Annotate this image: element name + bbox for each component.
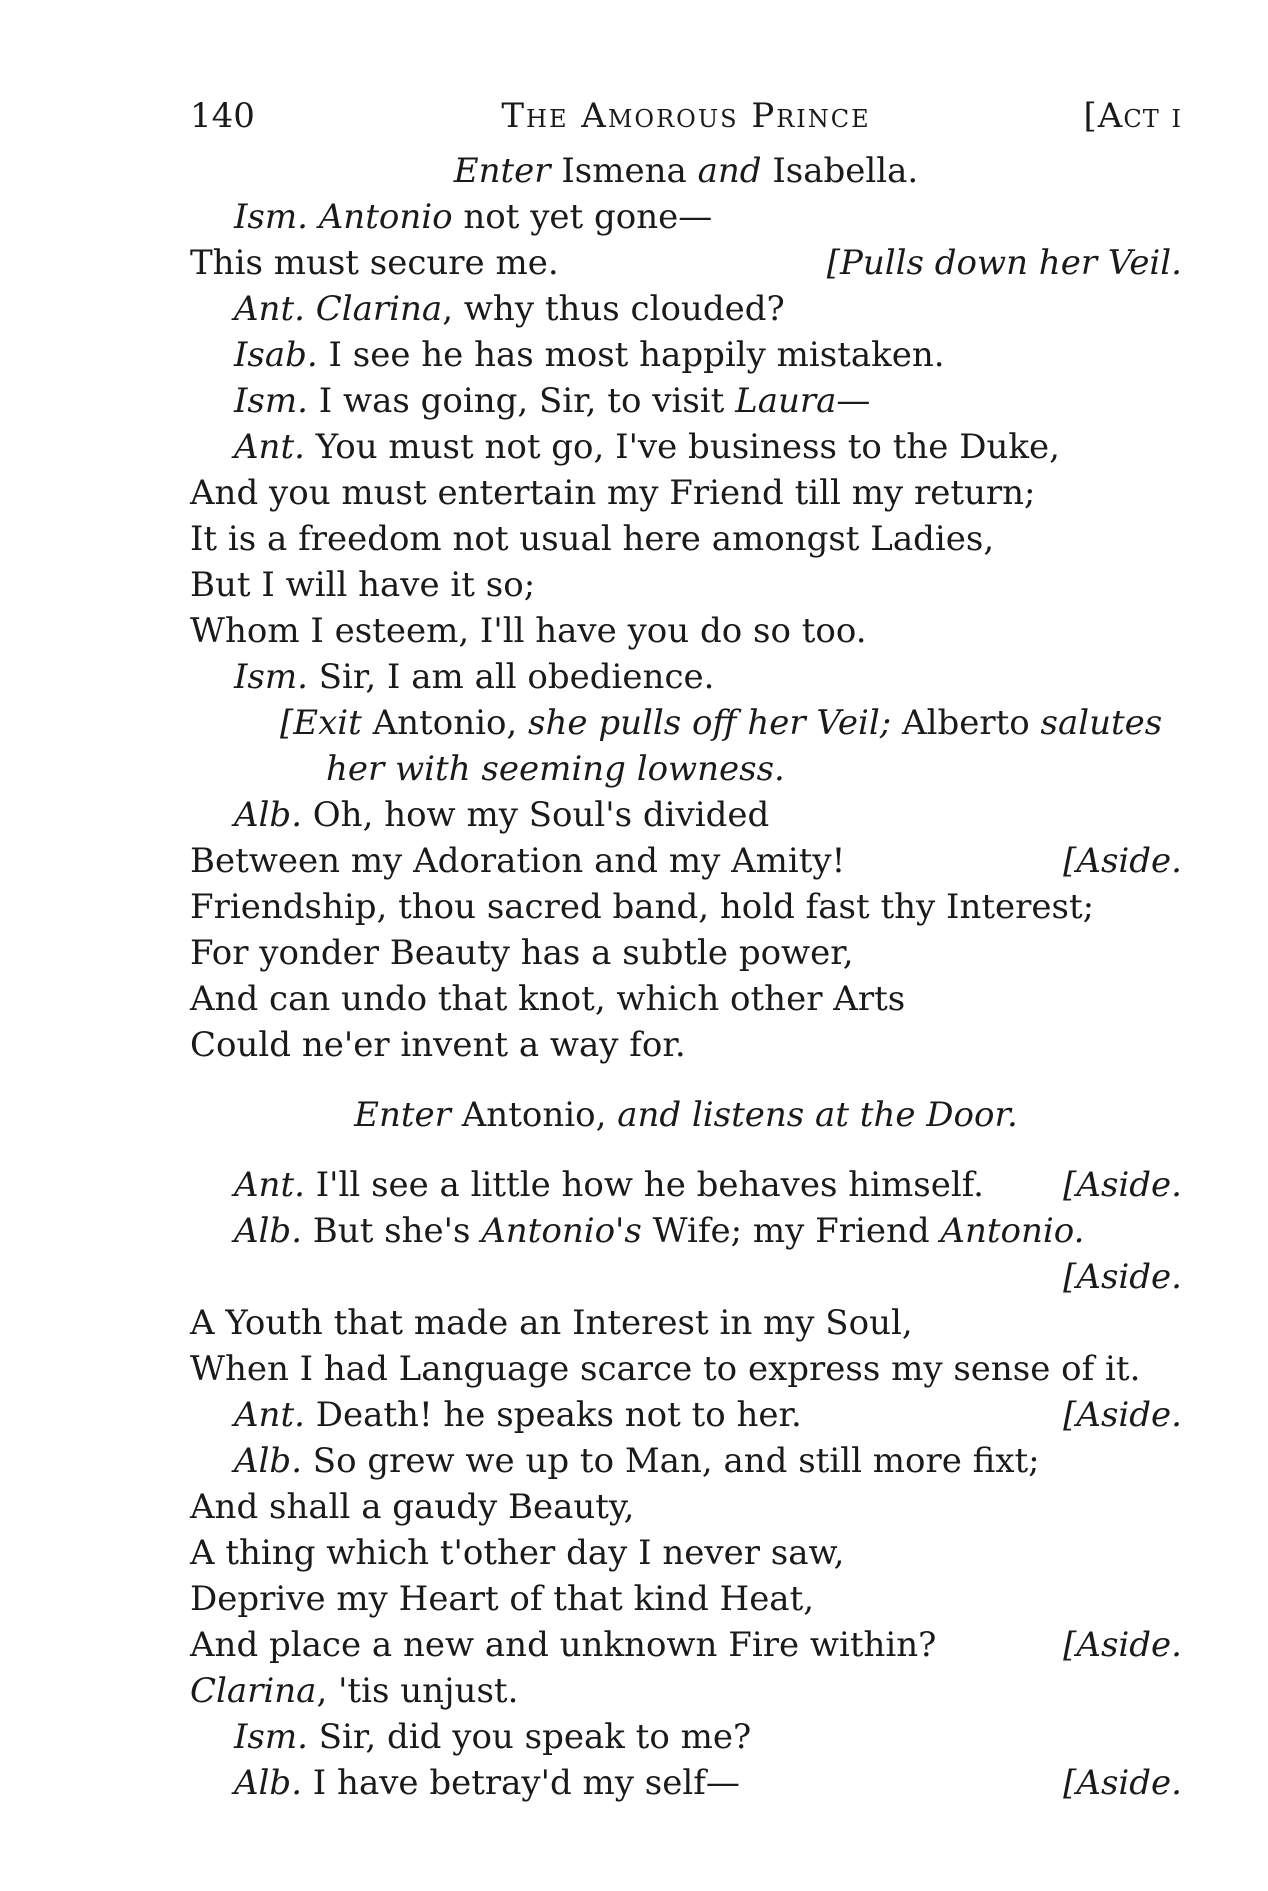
- stage-direction: [Aside.: [1063, 1257, 1182, 1297]
- running-title: The Amorous Prince: [501, 96, 871, 136]
- speech-line: Ism. Antonio not yet gone—: [234, 197, 713, 237]
- speech-line: Ant. Death! he speaks not to her. [Aside.: [190, 1392, 1182, 1438]
- stage-direction: [Aside.: [1063, 841, 1182, 881]
- act-marker: [Act i: [1083, 96, 1182, 136]
- speaker: Alb.: [234, 1211, 302, 1251]
- spacer: [190, 1068, 1182, 1092]
- speech-line: Ant. Clarina, why thus clouded?: [234, 289, 785, 329]
- speaker: Ant.: [234, 1165, 305, 1205]
- verse-line: It is a freedom not usual here amongst Ladies,: [190, 519, 995, 559]
- speaker: Alb.: [234, 1763, 302, 1803]
- speech-line: Alb. But she's Antonio's Wife; my Friend Antonio.: [234, 1211, 1085, 1251]
- speaker: Ant.: [234, 427, 305, 467]
- stage-direction: [Aside.: [1063, 1165, 1182, 1205]
- stage-direction: [Pulls down her Veil.: [826, 243, 1182, 283]
- verse-line: A Youth that made an Interest in my Soul,: [190, 1303, 913, 1343]
- stage-direction: Enter Ismena and Isabella.: [453, 151, 919, 191]
- speaker: Alb.: [234, 795, 302, 835]
- verse-line: Between my Adoration and my Amity! [Aside.: [190, 838, 1182, 884]
- speech-line: Alb. I have betray'd my self— [Aside.: [190, 1760, 1182, 1806]
- verse-line: Deprive my Heart of that kind Heat,: [190, 1579, 815, 1619]
- running-header: [190, 96, 1182, 136]
- speech-line: Alb. Oh, how my Soul's divided: [234, 795, 770, 835]
- speaker: Isab.: [234, 335, 318, 375]
- verse-line: And shall a gaudy Beauty,: [190, 1487, 635, 1527]
- verse-line: For yonder Beauty has a subtle power,: [190, 933, 854, 973]
- speech-line: Ism. Sir, did you speak to me?: [234, 1717, 752, 1757]
- speaker: Ism.: [234, 381, 308, 421]
- speaker: Ism.: [234, 197, 308, 237]
- stage-direction: her with seeming lowness.: [326, 749, 785, 789]
- speech-line: Ism. I was going, Sir, to visit Laura—: [234, 381, 871, 421]
- stage-direction: [Aside.: [1063, 1395, 1182, 1435]
- speech-line: Ant. You must not go, I've business to the Duke,: [234, 427, 1060, 467]
- verse-line: Could ne'er invent a way for.: [190, 1025, 686, 1065]
- verse-line: A thing which t'other day I never saw,: [190, 1533, 845, 1573]
- page-number: 140: [190, 96, 255, 136]
- spacer: [190, 1138, 1182, 1162]
- verse-line: And can undo that knot, which other Arts: [190, 979, 906, 1019]
- speech-line: Ism. Sir, I am all obedience.: [234, 657, 715, 697]
- verse-line: Whom I esteem, I'll have you do so too.: [190, 611, 867, 651]
- verse-line: And place a new and unknown Fire within? [Aside.: [190, 1622, 1182, 1668]
- speaker: Ant.: [234, 289, 305, 329]
- verse-line: This must secure me. [Pulls down her Veil.: [190, 240, 1182, 286]
- verse-line: And you must entertain my Friend till my return;: [190, 473, 1036, 513]
- stage-direction: [Exit Antonio, she pulls off her Veil; Alberto salutes: [280, 703, 1163, 743]
- speaker: Ant.: [234, 1395, 305, 1435]
- speaker: Alb.: [234, 1441, 302, 1481]
- speaker: Ism.: [234, 1717, 308, 1757]
- verse-line: Friendship, thou sacred band, hold fast thy Interest;: [190, 887, 1095, 927]
- stage-direction: [Aside.: [1063, 1763, 1182, 1803]
- verse-line: Clarina, 'tis unjust.: [190, 1671, 519, 1711]
- stage-direction: Enter Antonio, and listens at the Door.: [354, 1095, 1018, 1135]
- verse-line: But I will have it so;: [190, 565, 536, 605]
- play-text: [190, 148, 1182, 1806]
- verse-line: When I had Language scarce to express my sense of it.: [190, 1349, 1141, 1389]
- speech-line: Isab. I see he has most happily mistaken.: [234, 335, 945, 375]
- speech-line: Ant. I'll see a little how he behaves himself. [Aside.: [190, 1162, 1182, 1208]
- stage-direction: [Aside.: [1063, 1625, 1182, 1665]
- speaker: Ism.: [234, 657, 308, 697]
- speech-line: Alb. So grew we up to Man, and still more fixt;: [234, 1441, 1040, 1481]
